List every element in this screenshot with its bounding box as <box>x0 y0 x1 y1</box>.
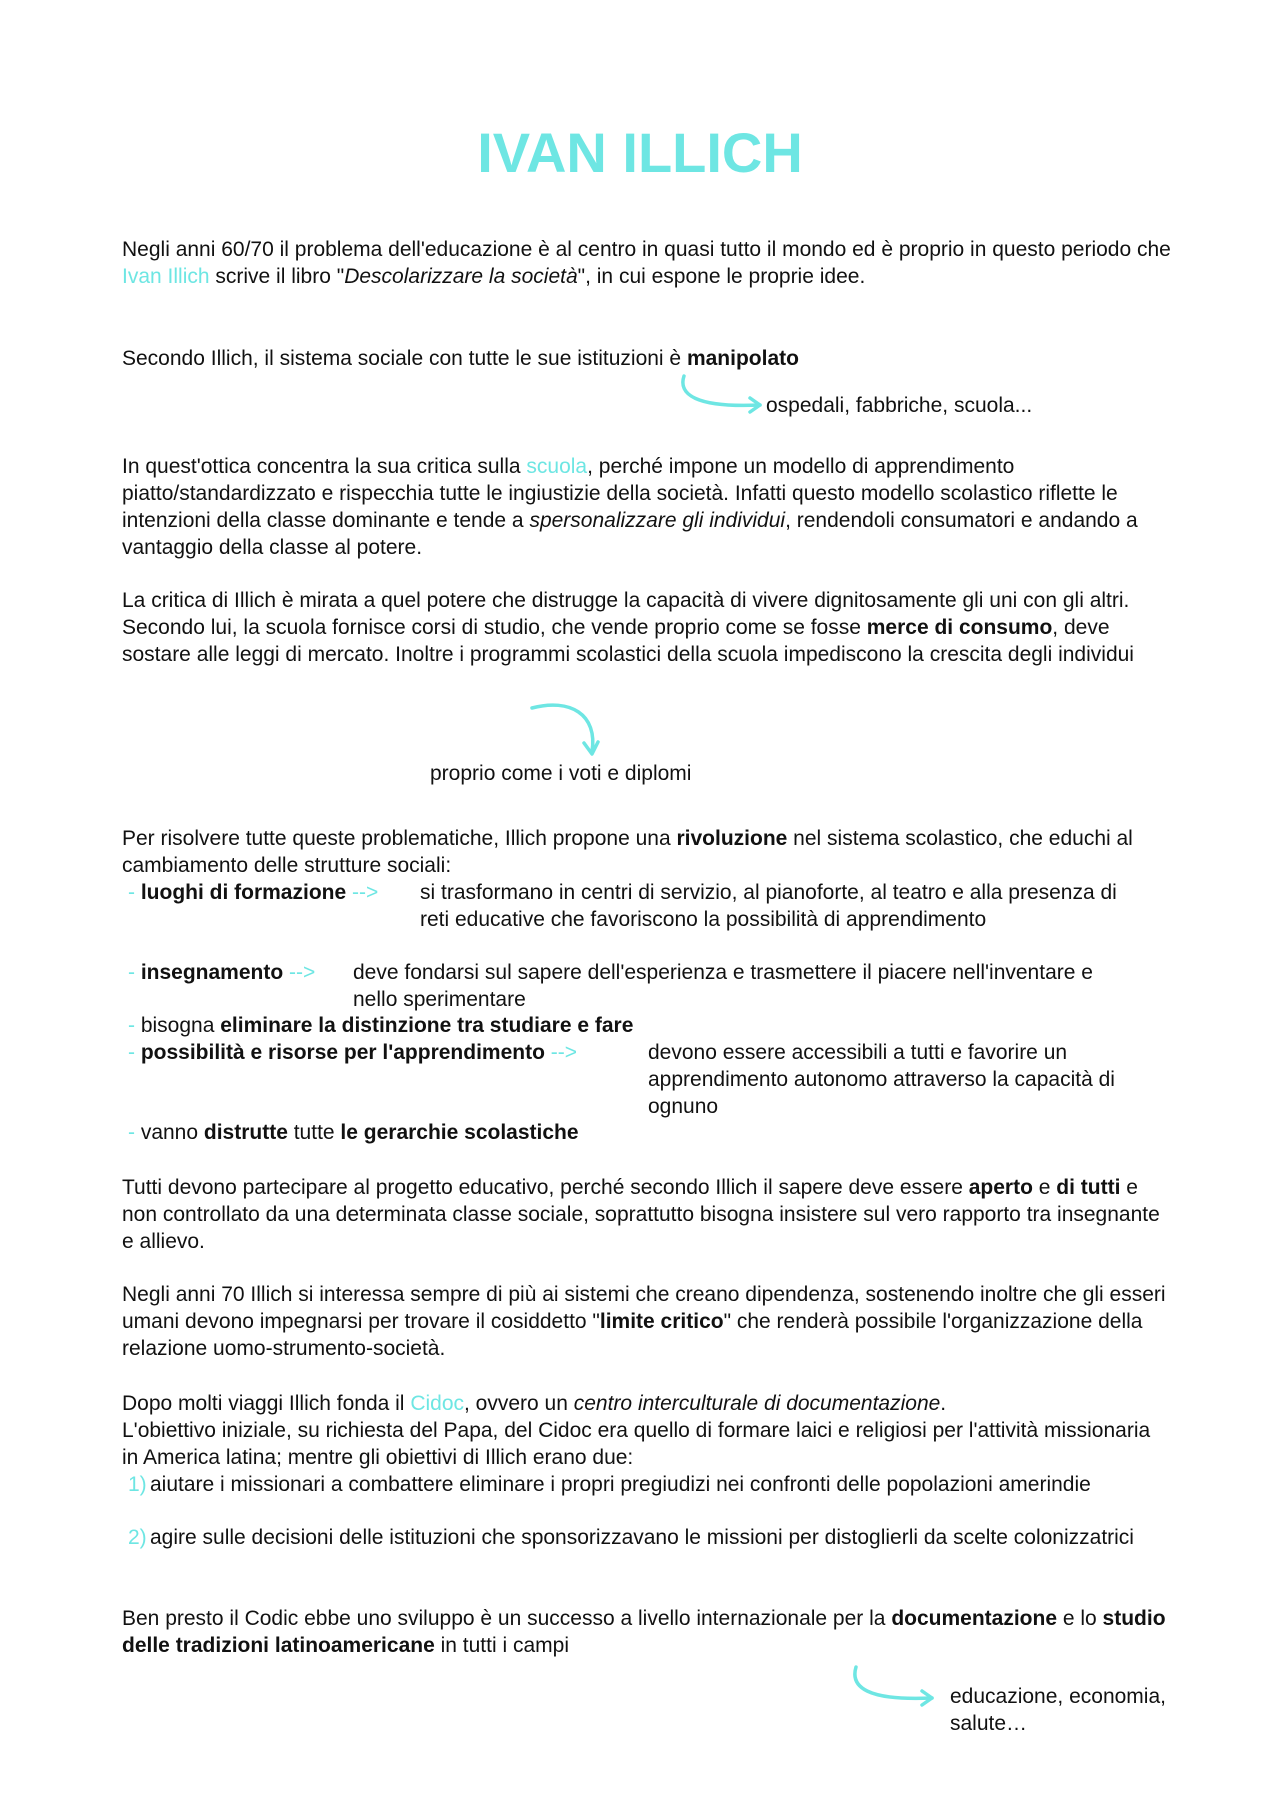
school-text-a: In quest'ottica concentra la sua critica sulla <box>122 455 527 478</box>
manipolato-bold: manipolato <box>686 347 799 370</box>
cidoc-text-a: Dopo molti viaggi Illich fonda il <box>122 1392 411 1415</box>
goal-item <box>128 1524 1148 1578</box>
list-item-description: si trasformano in centri di servizio, al pianoforte, al teatro e alla presenza di reti educative che favoriscono la possibilità di apprendimento <box>420 881 1117 931</box>
curved-arrow-icon <box>680 374 770 424</box>
intro-text-b: scrive il libro " <box>209 265 345 288</box>
revolution-text-b: nel sistema scolastico, che educhi al cambiamento delle strutture sociali: <box>122 827 1133 877</box>
intro-text-a: Negli anni 60/70 il problema dell'educazione è al centro in quasi tutto il mondo ed è proprio in questo periodo che <box>122 238 1171 261</box>
social-system-text: Secondo Illich, il sistema sociale con tutte le sue istituzioni è <box>122 347 687 370</box>
paragraph-critical-limit <box>122 1281 1172 1362</box>
open-text-a: Tutti devono partecipare al progetto educativo, perché secondo Illich il sapere deve essere <box>122 1176 969 1199</box>
list-item-distinction <box>128 1012 1148 1039</box>
cidoc-objective-text: L'obiettivo iniziale, su richiesta del Papa, del Cidoc era quello di formare laici e religiosi per l'attività missionaria in America latina; mentre gli obiettivi di Illich erano due: <box>122 1419 1151 1469</box>
distinction-text: bisogna <box>140 1014 221 1037</box>
paragraph-revolution <box>122 825 1172 879</box>
book-title: Descolarizzare la società <box>344 265 578 288</box>
revolution-text-a: Per risolvere tutte queste problematiche, Illich propone una <box>122 827 677 850</box>
cidoc-highlight: Cidoc <box>410 1392 465 1415</box>
market-text-b: , deve sostare alle leggi di mercato. Inoltre i programmi scolastici della scuola impediscono la crescita degli individui <box>122 616 1134 666</box>
note-grades-diplomas: proprio come i voti e diplomi <box>430 762 692 785</box>
list-item-resources <box>128 1039 1148 1120</box>
codic-text-a: Ben presto il Codic ebbe uno sviluppo è un successo a livello internazionale per la <box>122 1607 892 1630</box>
dash-bullet: - <box>128 1014 141 1037</box>
dash-bullet: - <box>128 1041 141 1064</box>
paragraph-codic-success <box>122 1605 1172 1659</box>
documentazione-bold: documentazione <box>891 1607 1057 1630</box>
spersonalizzare-italic: spersonalizzare gli individui <box>529 509 786 532</box>
merce-consumo-bold: merce di consumo <box>866 616 1053 639</box>
list-item-places <box>128 879 1148 960</box>
limit-text-b: " che renderà possibile l'organizzazione della relazione uomo-strumento-società. <box>122 1310 1143 1360</box>
arrow-connector: --> <box>550 1041 578 1064</box>
resources-bold: possibilità e risorse per l'apprendimento <box>140 1041 545 1064</box>
school-text-c: , rendendoli consumatori e andando a vantaggio della classe al potere. <box>122 509 1138 559</box>
hierarchies-text-a: vanno <box>140 1121 204 1144</box>
goal-text: aiutare i missionari a combattere eliminare i propri pregiudizi nei confronti delle popolazioni amerindie <box>150 1473 1091 1496</box>
goal-text: agire sulle decisioni delle istituzioni che sponsorizzavano le missioni per distoglierli da scelte colonizzatrici <box>150 1526 1134 1549</box>
note-fields: educazione, economia, salute… <box>950 1685 1166 1735</box>
curved-arrow-down-icon <box>530 700 600 765</box>
goal-number: 1) <box>128 1473 147 1496</box>
gerarchie-bold: le gerarchie scolastiche <box>340 1121 579 1144</box>
hierarchies-text-b: tutte <box>287 1121 341 1144</box>
insegnamento-bold: insegnamento <box>140 961 284 984</box>
list-item-label <box>128 959 315 986</box>
paragraph-school-critique <box>122 453 1172 561</box>
rivoluzione-bold: rivoluzione <box>676 827 788 850</box>
paragraph-cidoc <box>122 1390 1172 1471</box>
intro-text-c: ", in cui espone le proprie idee. <box>577 265 866 288</box>
goal-item <box>128 1471 1148 1525</box>
tradizioni-bold: studio delle tradizioni latinoamericane <box>122 1607 1166 1657</box>
page-title: IVAN ILLICH <box>477 121 803 184</box>
arrow-connector: --> <box>289 961 316 984</box>
list-item-description: deve fondarsi sul sapere dell'esperienza e trasmettere il piacere nell'inventare e nello sperimentare <box>353 961 1093 1011</box>
limite-critico-bold: limite critico <box>599 1310 724 1333</box>
market-text-a: Secondo lui, la scuola fornisce corsi di studio, che vende proprio come se fosse <box>122 616 867 639</box>
paragraph-power-critique <box>122 587 1172 668</box>
arrow-connector: --> <box>352 881 379 904</box>
list-item-label <box>128 1039 577 1066</box>
author-name-highlight: Ivan Illich <box>122 265 210 288</box>
list-item-hierarchies <box>128 1119 1148 1146</box>
school-highlight: scuola <box>526 455 588 478</box>
school-text-b: , perché impone un modello di apprendimento piatto/standardizzato e rispecchia tutte le ingiustizie della società. Infatti questo modello scolastico riflette le intenzioni della classe dominante e tende a <box>122 455 1118 532</box>
paragraph-open-knowledge <box>122 1174 1172 1255</box>
aperto-bold: aperto <box>968 1176 1033 1199</box>
limit-text-a: Negli anni 70 Illich si interessa sempre di più ai sistemi che creano dipendenza, sostenendo inoltre che gli esseri umani devono impegnarsi per trovare il cosiddetto " <box>122 1283 1166 1333</box>
goal-number: 2) <box>128 1526 147 1549</box>
note-institutions: ospedali, fabbriche, scuola... <box>766 394 1033 417</box>
dash-bullet: - <box>128 1121 141 1144</box>
distrutte-bold: distrutte <box>203 1121 288 1144</box>
cidoc-text-c: . <box>940 1392 947 1415</box>
power-critique-line: La critica di Illich è mirata a quel potere che distrugge la capacità di vivere dignitosamente gli uni con gli altri. <box>122 589 1130 612</box>
codic-text-b: e lo <box>1057 1607 1103 1630</box>
list-item-description: devono essere accessibili a tutti e favorire un apprendimento autonomo attraverso la capacità di ognuno <box>648 1041 1115 1118</box>
open-text-b: e <box>1032 1176 1057 1199</box>
dash-bullet: - <box>128 961 141 984</box>
dash-bullet: - <box>128 881 141 904</box>
luoghi-bold: luoghi di formazione <box>140 881 347 904</box>
curved-arrow-icon <box>852 1665 942 1715</box>
list-item-teaching <box>128 959 1148 1013</box>
open-text-c: e non controllato da una determinata classe sociale, soprattutto bisogna insistere sul vero rapporto tra insegnante e allievo. <box>122 1176 1160 1253</box>
paragraph-social-system <box>122 345 1172 372</box>
cidoc-text-b: , ovvero un <box>464 1392 574 1415</box>
codic-text-c: in tutti i campi <box>434 1634 569 1657</box>
cidoc-definition-italic: centro interculturale di documentazione <box>573 1392 941 1415</box>
distinction-bold: eliminare la distinzione tra studiare e fare <box>220 1014 634 1037</box>
list-item-label <box>128 879 378 906</box>
paragraph-intro <box>122 236 1172 290</box>
di-tutti-bold: di tutti <box>1056 1176 1121 1199</box>
